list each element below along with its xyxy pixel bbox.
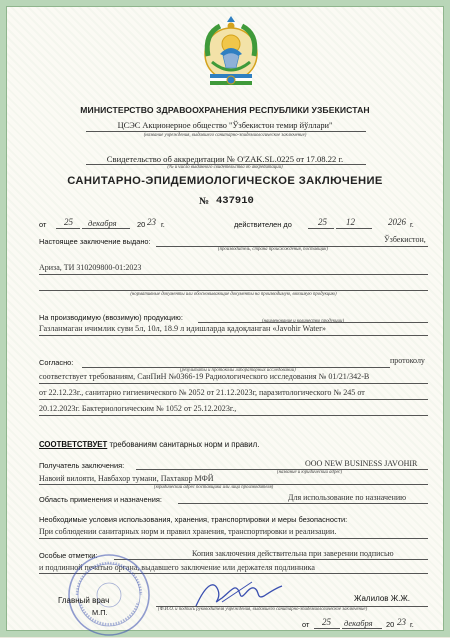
agreed-line-1: соответствует требованиям, СанПиН №0366-19 Радиологического исследования № 01/21/342-В xyxy=(39,372,370,381)
issued-label: Настоящее заключение выдано: xyxy=(39,237,151,246)
agreed-right: протоколу xyxy=(390,356,425,365)
date-to-month: 12 xyxy=(346,217,355,227)
issued-spec: Ариза, ТИ 310209800-01:2023 xyxy=(39,263,142,272)
date-from-day-line xyxy=(56,228,80,229)
signer-name: Жалилов Ж.Ж. xyxy=(354,594,410,603)
recipient-value: OOO NEW BUSINESS JAVOHIR xyxy=(305,459,418,468)
sign-date-year-prefix: 20 xyxy=(386,620,395,629)
sign-date-year: 23 xyxy=(397,617,406,627)
compliance-bold: СООТВЕТСТВУЕТ xyxy=(39,440,108,449)
issued-spec-line xyxy=(39,274,428,275)
org-underline xyxy=(86,131,366,132)
accreditation-caption: (№ и число выданного свидетельства об аккредитации) xyxy=(167,165,283,170)
date-to-month-line xyxy=(336,228,372,229)
notes-line-2: и подлинной печатью органа, выдавшего заключение или держателя подлинника xyxy=(39,563,315,572)
sign-date-g: г. xyxy=(410,620,414,629)
product-line xyxy=(39,335,428,336)
product-caption: (наименование и количество продукции) xyxy=(262,319,344,324)
state-emblem-icon xyxy=(196,14,266,92)
recipient-caption: (название и юридический адрес) xyxy=(277,470,343,475)
date-to-year: 2026 xyxy=(388,217,406,227)
sign-date-month: декабря xyxy=(344,618,373,628)
agreed-underline-1 xyxy=(39,383,428,384)
sign-date-label: от xyxy=(302,620,310,629)
date-to-day: 25 xyxy=(318,217,327,227)
agreed-label: Согласно: xyxy=(39,358,74,367)
docs-caption: (нормативные документы или обосновывающие документы на производимую, ввозимую продукцию) xyxy=(130,292,337,297)
agreed-caption: (результаты и протоколы лабораторных исследований) xyxy=(180,368,296,373)
signer-role: Главный врач xyxy=(58,596,110,605)
date-from-day: 25 xyxy=(64,217,73,227)
date-from-label: от xyxy=(39,220,47,229)
storage-label: Необходимые условия использования, хранения, транспортировки и меры безопасности: xyxy=(39,515,348,524)
date-from-g: г. xyxy=(161,220,165,229)
ministry-title: МИНИСТЕРСТВО ЗДРАВООХРАНЕНИЯ РЕСПУБЛИКИ УЗБЕКИСТАН xyxy=(80,105,370,115)
accreditation-line: Свидетельство об аккредитации № O'ZAK.SL.0225 от 17.08.22 г. xyxy=(106,154,344,164)
certificate-number: 437910 xyxy=(216,195,254,207)
product-label: На производимую (ввозимую) продукцию: xyxy=(39,313,183,322)
product-value: Газланмаган ичимлик суви 5л, 10л, 18.9 л идишларда қадоқланган «Javohir Water» xyxy=(39,324,326,333)
agreed-underline-2 xyxy=(39,399,428,400)
agreed-line-2: от 22.12.23г., санитарно гигиенического № 2052 от 21.12.2023г, паразитологического № 245 от xyxy=(39,388,365,397)
mp-label: М.П. xyxy=(92,608,108,617)
notes-line-1: Копия заключения действительна при заверении подписью xyxy=(192,549,394,558)
round-stamp-icon xyxy=(62,552,156,638)
number-label: № xyxy=(199,196,210,207)
storage-line xyxy=(39,538,428,539)
recipient-address: Навоий вилояти, Навбахор тумани, Пахтакор МФЙ xyxy=(39,474,214,483)
date-from-year-prefix: 20 xyxy=(137,220,146,229)
recipient-address-caption: (юридический адрес поставщика или лица производителя) xyxy=(154,485,274,490)
scope-label: Область применения и назначения: xyxy=(39,495,162,504)
sign-date-day: 25 xyxy=(322,617,331,627)
agreed-underline-3 xyxy=(39,415,428,416)
date-from-year: 23 xyxy=(147,217,156,227)
org-caption: (название учреждения, выдавшего санитарно-эпидемиологическое заключение) xyxy=(143,133,307,138)
sign-date-month-line xyxy=(342,628,382,629)
recipient-label: Получатель заключения: xyxy=(39,461,125,470)
compliance-line xyxy=(39,440,259,449)
notes-label: Особые отметки: xyxy=(39,551,98,560)
organization-name: ЦСЭС Акционерное общество "Ўзбекистон темир йўллари" xyxy=(117,121,333,130)
compliance-rest: требованиям санитарных норм и правил. xyxy=(109,440,260,449)
date-to-g: г. xyxy=(410,220,414,229)
scope-value: Для использование по назначению xyxy=(288,493,407,502)
docs-line xyxy=(39,290,428,291)
date-to-day-line xyxy=(308,228,334,229)
sign-date-day-line xyxy=(314,628,340,629)
document-title: САНИТАРНО-ЭПИДЕМИОЛОГИЧЕСКОЕ ЗАКЛЮЧЕНИЕ xyxy=(67,175,383,187)
signature-caption: (Ф.И.О. и подпись руководителя учреждения, выдавшего санитарно-эпидемиологическое заключение) xyxy=(158,607,368,612)
issued-country: Ўзбекистон, xyxy=(384,235,426,244)
date-from-month: декабря xyxy=(88,218,117,228)
notes-underline-1 xyxy=(114,559,428,560)
scope-line xyxy=(178,503,428,504)
agreed-line-3: 20.12.2023г. Бактериологическим № 1052 от 25.12.2023г., xyxy=(39,404,237,413)
valid-until-label: действителен до xyxy=(234,220,292,229)
issued-caption: (производитель, страна происхождения, поставщик) xyxy=(218,247,328,252)
storage-value: При соблюдении санитарных норм и правил хранения, транспортировки и реализации. xyxy=(39,527,337,536)
date-from-month-line xyxy=(82,228,130,229)
